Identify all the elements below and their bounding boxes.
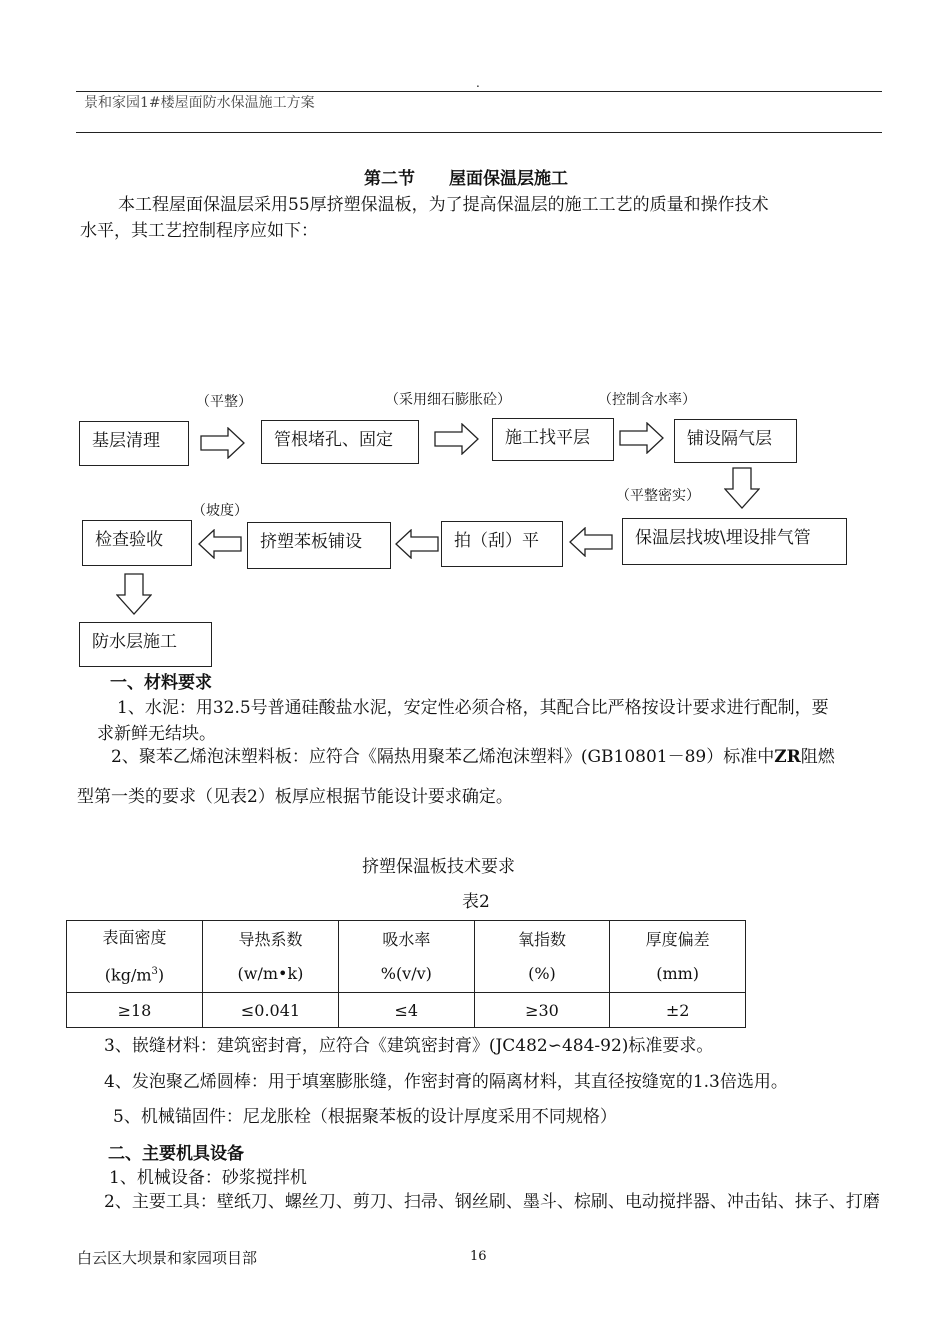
flow-step-leveling-layer: 施工找平层: [492, 418, 614, 461]
value-cell: ≥30: [474, 993, 610, 1028]
note-fine-stone: （采用细石膨胀砼）: [385, 392, 511, 408]
table-label: 表2: [462, 892, 490, 912]
value-cell: ≥18: [67, 993, 203, 1028]
flow-step-screed: 拍（刮）平: [441, 521, 563, 567]
material-item-2-line-1: [111, 742, 835, 767]
material-item-2-part-1: 2、聚苯乙烯泡沫塑料板：应符合《隔热用聚苯乙烯泡沫塑料》(GB10801－89）标准中: [111, 747, 775, 767]
header-dot: .: [476, 76, 480, 90]
note-dense: （平整密实）: [616, 488, 700, 504]
header-name: 氧指数: [517, 929, 566, 949]
flow-step-slope-vent-pipe: 保温层找坡\埋设排气管: [622, 518, 847, 565]
arrow-down-icon: [724, 467, 760, 509]
arrow-right-icon: [200, 427, 246, 459]
arrow-left-icon: [569, 527, 613, 557]
header-cell: [67, 921, 203, 993]
arrow-left-icon: [395, 529, 439, 559]
header-name: 厚度偏差: [645, 929, 710, 949]
note-level: （平整）: [196, 394, 252, 410]
header-unit: (w/m•k): [237, 963, 304, 983]
equipment-item-1: 1、机械设备：砂浆搅拌机: [109, 1168, 307, 1188]
note-slope: （坡度）: [192, 503, 248, 519]
header-cell: [202, 921, 338, 993]
header-title: 景和家园1#楼屋面防水保温施工方案: [84, 95, 315, 111]
material-item-2-part-2: 阻燃: [800, 747, 835, 767]
arrow-right-icon: [619, 422, 665, 454]
arrow-down-icon: [116, 573, 152, 615]
spec-table-value-row: [67, 993, 746, 1028]
materials-heading: 一、材料要求: [110, 673, 212, 693]
material-item-1-line-1: 1、水泥：用32.5号普通硅酸盐水泥，安定性必须合格，其配合比严格按设计要求进行配制，要: [117, 698, 829, 718]
header-name: 导热系数: [238, 929, 303, 949]
spec-table-header-row: [67, 921, 746, 993]
material-item-1-line-2: 求新鲜无结块。: [97, 724, 216, 744]
flow-step-xps-laying: 挤塑苯板铺设: [247, 522, 391, 569]
footer-org: 白云区大坝景和家园项目部: [77, 1249, 258, 1267]
section-heading: 第二节 屋面保温层施工: [364, 169, 568, 189]
flow-step-base-cleaning: 基层清理: [79, 421, 189, 466]
arrow-right-icon: [434, 423, 480, 455]
material-item-2-line-2: 型第一类的要求（见表2）板厚应根据节能设计要求确定。: [77, 787, 513, 807]
flow-step-inspection: 检查验收: [82, 520, 192, 566]
header-unit: (%): [528, 963, 556, 983]
flow-step-pipe-plugging: 管根堵孔、固定: [261, 420, 419, 464]
header-unit: %(v/v): [380, 963, 432, 983]
equipment-heading: 二、主要机具设备: [108, 1144, 244, 1164]
material-item-3: 3、嵌缝材料：建筑密封膏，应符合《建筑密封膏》(JC482∽484-92)标准要求。: [104, 1036, 714, 1056]
intro-line-1: 本工程屋面保温层采用55厚挤塑保温板，为了提高保温层的施工工艺的质量和操作技术: [118, 195, 769, 215]
header-unit: $(kg/m^3)$: [104, 965, 165, 985]
intro-line-2: 水平，其工艺控制程序应如下：: [80, 221, 318, 241]
table-title: 挤塑保温板技术要求: [362, 857, 515, 877]
header-cell: [339, 921, 475, 993]
header-cell: [610, 921, 746, 993]
flow-step-vapor-barrier: 铺设隔气层: [674, 419, 797, 463]
equipment-item-2: 2、主要工具：壁纸刀、螺丝刀、剪刀、扫帚、钢丝刷、墨斗、棕刷、电动搅拌器、冲击钻、抹子、打磨: [104, 1192, 880, 1212]
spec-table: [66, 920, 746, 1028]
header-cell: [474, 921, 610, 993]
material-item-2-zr: ZR: [774, 747, 801, 767]
note-moisture: （控制含水率）: [598, 392, 696, 408]
header-name: 吸水率: [382, 929, 431, 949]
material-item-4: 4、发泡聚乙烯圆棒：用于填塞膨胀缝，作密封膏的隔离材料，其直径按缝宽的1.3倍选用。: [104, 1072, 788, 1092]
value-cell: ≤4: [339, 993, 475, 1028]
flow-step-waterproof: 防水层施工: [79, 622, 212, 667]
material-item-5: 5、机械锚固件：尼龙胀栓（根据聚苯板的设计厚度采用不同规格）: [113, 1107, 617, 1127]
footer-page-number: 16: [470, 1249, 487, 1264]
header-name: 表面密度: [102, 928, 167, 947]
header-rule-bottom: [76, 132, 882, 133]
value-cell: ≤0.041: [202, 993, 338, 1028]
arrow-left-icon: [198, 529, 242, 559]
header-unit: (mm): [656, 963, 700, 983]
value-cell: ±2: [610, 993, 746, 1028]
